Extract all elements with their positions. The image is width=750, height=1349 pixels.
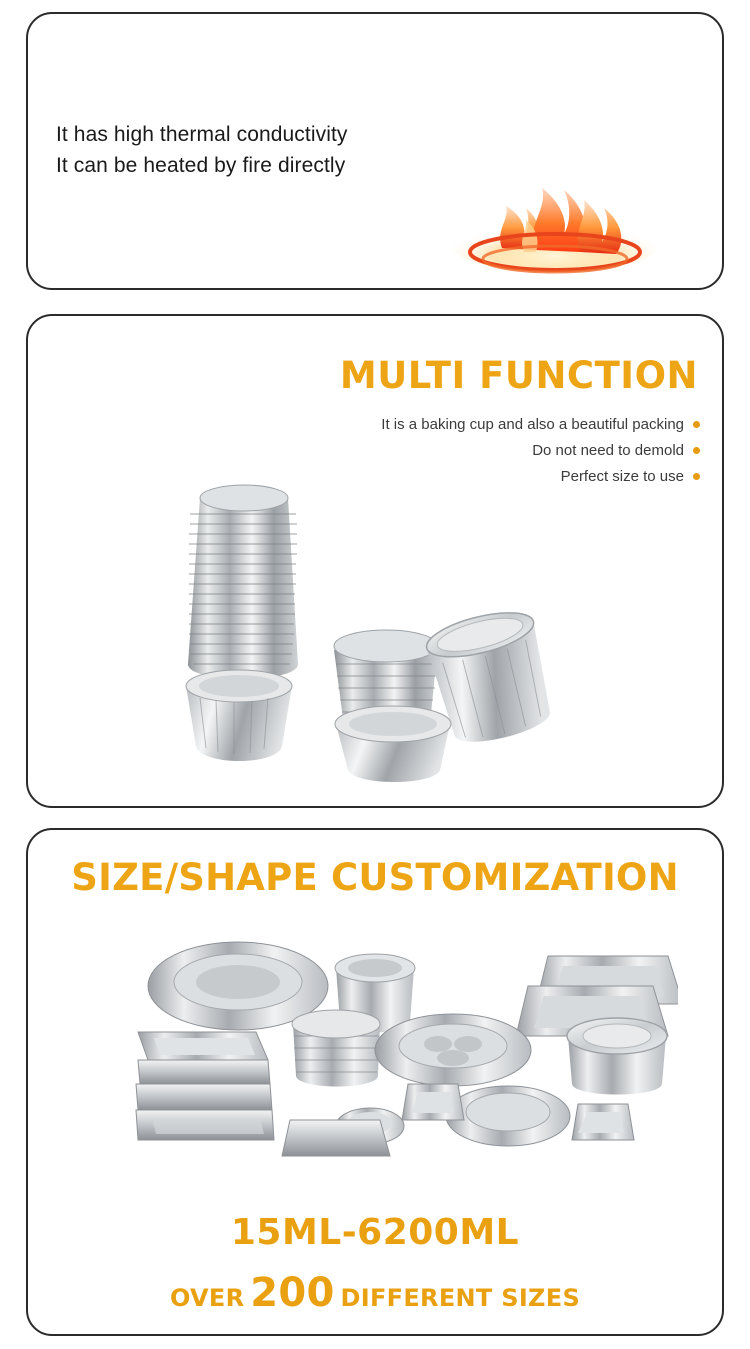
size-count-label [28,1270,722,1316]
multi-function-title: MULTI FUNCTION [339,354,698,397]
round-plate-stack [292,1010,380,1087]
bullet-dot-icon [693,447,700,454]
square-container-small [402,1084,464,1120]
rect-tray-stack [136,1032,274,1140]
flame-icon [440,164,670,274]
bullet-dot-icon [693,473,700,480]
oval-platter [375,1014,531,1086]
thermal-line-2: It can be heated by fire directly [56,154,346,177]
size-customization-title: SIZE/SHAPE CUSTOMIZATION [71,856,679,899]
foil-baking-cups-image [138,436,608,786]
list-item [300,416,700,433]
size-count-pre: OVER [169,1284,245,1312]
thermal-line-1: It has high thermal conductivity [56,123,348,146]
multi-function-card [26,314,724,808]
size-range-label: 15ML-6200ML [230,1212,520,1253]
cup-front-left [186,670,292,761]
bullet-text: Do not need to demold [532,442,684,459]
thermal-conductivity-card [26,12,724,290]
foil-trays-image [108,908,678,1173]
size-customization-card [26,828,724,1336]
bullet-dot-icon [693,421,700,428]
square-container-small-2 [572,1104,634,1140]
round-pan-bottom [446,1086,570,1146]
bullet-text: It is a baking cup and also a beautiful packing [381,416,684,433]
cup-stack [188,485,298,679]
cup-front-center [335,706,451,782]
rect-tray-bottom [282,1120,390,1156]
size-count-post: DIFFERENT SIZES [340,1284,581,1312]
bullet-text: Perfect size to use [560,468,684,485]
size-count-number: 200 [250,1270,335,1316]
thermal-description [56,119,348,181]
round-lidded-container [567,1018,667,1095]
